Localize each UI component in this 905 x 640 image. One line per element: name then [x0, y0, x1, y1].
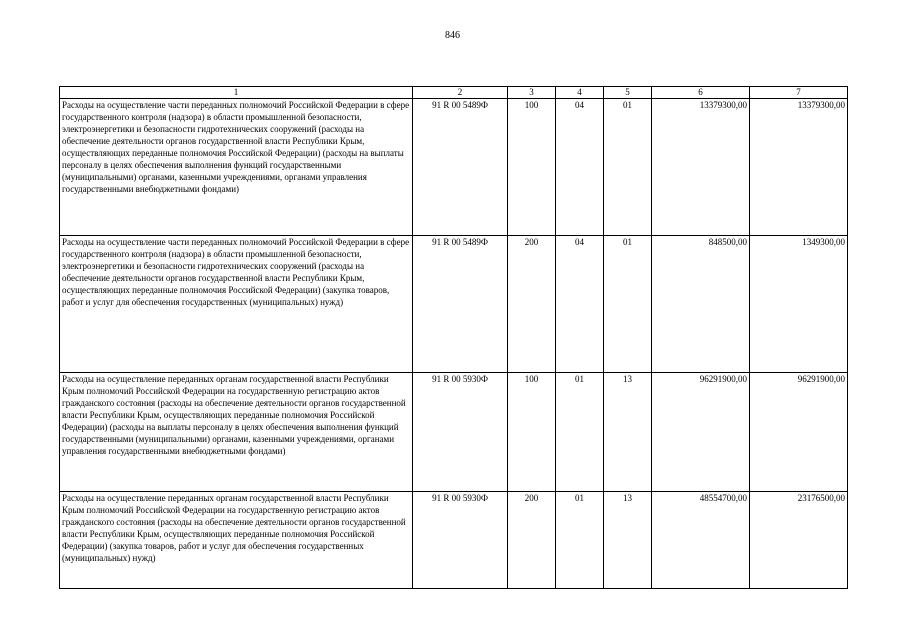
- header-row: [60, 87, 848, 99]
- row-description: Расходы на осуществление части переданных полномочий Российской Федерации в сфере государственного контроля (надзора) в области промышленной безопасности, электроэнергетики и безопасности гидротехнических сооружений (расходы на обеспечение деятельности органов государственной власти Республики Крым, осуществляющих переданные полномочия Российской Федерации) (закупка товаров, работ и услуг для обеспечения государственных (муниципальных) нужд): [60, 236, 413, 373]
- row-description: Расходы на осуществление переданных органам государственной власти Республики Крым полномочий Российской Федерации на государственную регистрацию актов гражданского состояния (расходы на обеспечение деятельности органов государственной власти Республики Крым, осуществляющих переданные полномочия Российской Федерации) (закупка товаров, работ и услуг для обеспечения государственных (муниципальных) нужд): [60, 492, 413, 589]
- table-row: [60, 236, 848, 373]
- row-amount-col6: 96291900,00: [652, 373, 750, 492]
- row-amount-col6: 48554700,00: [652, 492, 750, 589]
- row-col4: 01: [556, 373, 604, 492]
- row-col4: 01: [556, 492, 604, 589]
- column-header-5: 5: [604, 87, 652, 99]
- page-number: 846: [445, 30, 460, 41]
- row-col3: 100: [508, 99, 556, 236]
- row-col3: 200: [508, 492, 556, 589]
- row-col4: 04: [556, 236, 604, 373]
- row-col3: 100: [508, 373, 556, 492]
- table-row: [60, 373, 848, 492]
- table-row: [60, 99, 848, 236]
- row-code: 91 R 00 5489Ф: [413, 99, 508, 236]
- row-col5: 01: [604, 236, 652, 373]
- column-header-2: 2: [413, 87, 508, 99]
- column-header-6: 6: [652, 87, 750, 99]
- table-row: [60, 492, 848, 589]
- column-header-3: 3: [508, 87, 556, 99]
- row-amount-col7: 1349300,00: [750, 236, 848, 373]
- row-col5: 13: [604, 492, 652, 589]
- budget-table: [59, 86, 848, 589]
- row-amount-col7: 23176500,00: [750, 492, 848, 589]
- row-description: Расходы на осуществление части переданных полномочий Российской Федерации в сфере государственного контроля (надзора) в области промышленной безопасности, электроэнергетики и безопасности гидротехнических сооружений (расходы на обеспечение деятельности органов государственной власти Республики Крым, осуществляющих переданные полномочия Российской Федерации) (расходы на выплаты персоналу в целях обеспечения выполнения функций государственными (муниципальными) органами, казенными учреждениями, органами управления государственными внебюджетными фондами): [60, 99, 413, 236]
- column-header-7: 7: [750, 87, 848, 99]
- row-col4: 04: [556, 99, 604, 236]
- row-col3: 200: [508, 236, 556, 373]
- row-amount-col6: 848500,00: [652, 236, 750, 373]
- row-amount-col7: 13379300,00: [750, 99, 848, 236]
- row-code: 91 R 00 5489Ф: [413, 236, 508, 373]
- row-amount-col6: 13379300,00: [652, 99, 750, 236]
- column-header-1: 1: [60, 87, 413, 99]
- row-code: 91 R 00 5930Ф: [413, 373, 508, 492]
- row-col5: 01: [604, 99, 652, 236]
- row-amount-col7: 96291900,00: [750, 373, 848, 492]
- row-code: 91 R 00 5930Ф: [413, 492, 508, 589]
- column-header-4: 4: [556, 87, 604, 99]
- row-col5: 13: [604, 373, 652, 492]
- row-description: Расходы на осуществление переданных органам государственной власти Республики Крым полномочий Российской Федерации на государственную регистрацию актов гражданского состояния (расходы на обеспечение деятельности органов государственной власти Республики Крым, осуществляющих переданные полномочия Российской Федерации) (расходы на выплаты персоналу в целях обеспечения выполнения функций государственными (муниципальными) органами, казенными учреждениями, органами управления государственными внебюджетными фондами): [60, 373, 413, 492]
